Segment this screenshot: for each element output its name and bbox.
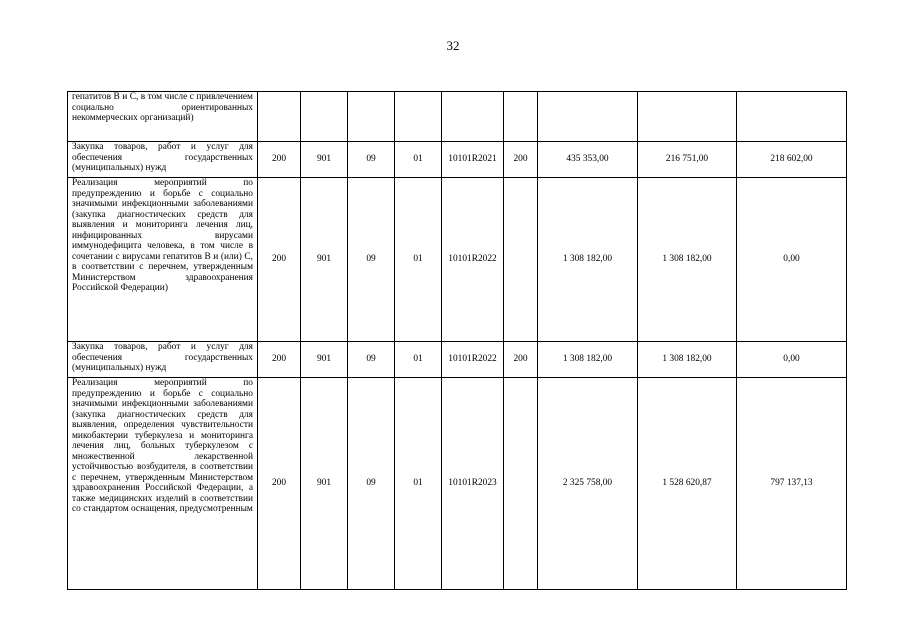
cell-sum-3: 0,00 [737,342,847,378]
cell-rz [348,92,395,142]
cell-vr: 200 [504,142,538,178]
cell-sum-total: 1 308 182,00 [538,178,638,342]
cell-mg: 200 [258,178,301,342]
cell-vr [504,178,538,342]
cell-ved: 901 [301,342,348,378]
cell-pr: 01 [395,142,442,178]
row-description: Реализация мероприятий по предупреждению и борьбе с социально значимыми инфекционными заболеваниями (закупка диагностических средств для выявления и мониторинга лечения лиц, инфицированных вирусами иммунодефицита человека, в том числе в сочетании с вирусами гепатитов В и (или) С, в соответствии с перечнем, утвержденным Министерством здравоохранения Российской Федерации) [68,178,258,342]
page-number: 32 [446,38,460,53]
cell-rz: 09 [348,142,395,178]
cell-sum-2: 1 528 620,87 [638,378,737,590]
cell-sum-total: 435 353,00 [538,142,638,178]
cell-sum-3: 0,00 [737,178,847,342]
cell-vr: 200 [504,342,538,378]
cell-sum-2: 216 751,00 [638,142,737,178]
table-row [68,142,847,178]
cell-ved [301,92,348,142]
cell-mg: 200 [258,378,301,590]
cell-ved: 901 [301,178,348,342]
cell-pr: 01 [395,178,442,342]
cell-pr [395,92,442,142]
table-row [68,178,847,342]
cell-sum-3: 797 137,13 [737,378,847,590]
table-row [68,342,847,378]
cell-pr: 01 [395,378,442,590]
row-description: гепатитов В и С, в том числе с привлечением социально ориентированных некоммерческих организаций) [68,92,258,142]
cell-sum-total: 2 325 758,00 [538,378,638,590]
cell-mg [258,92,301,142]
cell-csr: 10101R2021 [442,142,504,178]
row-description: Закупка товаров, работ и услуг для обеспечения государственных (муниципальных) нужд [68,142,258,178]
cell-csr: 10101R2023 [442,378,504,590]
cell-ved: 901 [301,378,348,590]
cell-vr [504,92,538,142]
cell-mg: 200 [258,142,301,178]
table-row [68,378,847,590]
row-description: Закупка товаров, работ и услуг для обеспечения государственных (муниципальных) нужд [68,342,258,378]
cell-rz: 09 [348,342,395,378]
cell-csr [442,92,504,142]
cell-sum-2: 1 308 182,00 [638,342,737,378]
table-row [68,92,847,142]
cell-vr [504,378,538,590]
cell-sum-3 [737,92,847,142]
cell-sum-total [538,92,638,142]
cell-sum-3: 218 602,00 [737,142,847,178]
cell-sum-total: 1 308 182,00 [538,342,638,378]
cell-ved: 901 [301,142,348,178]
cell-sum-2 [638,92,737,142]
budget-table [67,91,847,590]
cell-pr: 01 [395,342,442,378]
cell-csr: 10101R2022 [442,178,504,342]
cell-rz: 09 [348,378,395,590]
row-description: Реализация мероприятий по предупреждению и борьбе с социально значимыми инфекционными заболеваниями (закупка диагностических средств для выявления, определения чувствительности микобактерии туберкулеза и мониторинга лечения лиц, больных туберкулезом с множественной лекарственной устойчивостью возбудителя, в соответствии с перечнем, утвержденным Министерством здравоохранения Российской Федерации, а также медицинских изделий в соответствии со стандартом оснащения, предусмотренным [68,378,258,590]
cell-rz: 09 [348,178,395,342]
cell-csr: 10101R2022 [442,342,504,378]
cell-sum-2: 1 308 182,00 [638,178,737,342]
cell-mg: 200 [258,342,301,378]
